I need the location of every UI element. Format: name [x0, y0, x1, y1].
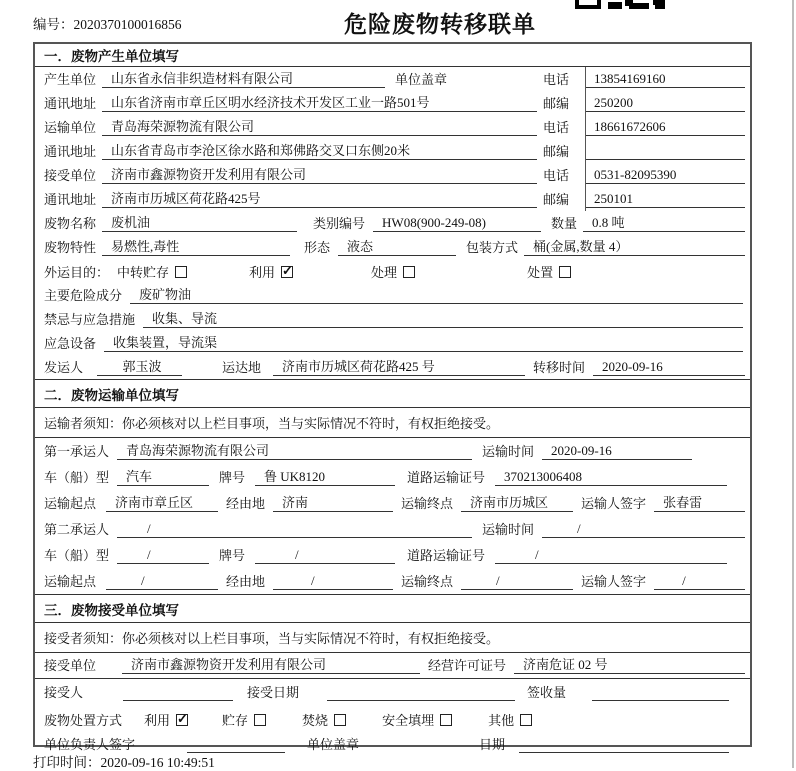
receiver-name-value: 济南市鑫源物资开发利用有限公司 [102, 164, 537, 184]
print-time-value: 2020-09-16 10:49:51 [100, 755, 215, 770]
field-label: 主要危险成分 [44, 288, 123, 303]
transport-time-2-value: / [542, 521, 745, 538]
receive-date-label: 接受日期 [247, 685, 300, 700]
quantity-label: 数量 [551, 216, 578, 231]
storage-checkbox [254, 714, 266, 726]
checkbox-label: 中转贮存 [117, 264, 170, 280]
page-title: 危险废物转移联单 [344, 12, 536, 37]
producer-zip-value: 250200 [585, 95, 745, 112]
section-3-header: 三．废物接受单位填写 [35, 594, 750, 623]
transporter-phone-value: 18661672606 [585, 119, 745, 136]
transport-time-label: 运输时间 [482, 522, 535, 537]
disposal-method-row [35, 706, 750, 732]
seal-date-value [519, 752, 729, 753]
shipper-name-value: 郭玉波 [97, 356, 182, 376]
license-label: 经营许可证号 [428, 658, 507, 673]
carrier-sign-value: 张春雷 [654, 492, 745, 512]
carrier-sign-label: 运输人签字 [581, 496, 647, 511]
form-state-value: 液态 [338, 236, 456, 256]
road-permit-label: 道路运输证号 [407, 548, 486, 563]
qr-code-fragment-icon [575, 0, 665, 9]
plate-label: 牌号 [219, 548, 246, 563]
route-end-value: 济南市历城区 [461, 492, 573, 512]
disposal-incinerate-option [302, 710, 346, 729]
receipt-qty-value [592, 700, 729, 701]
field-label: 通讯地址 [44, 96, 97, 111]
via-label: 经由地 [226, 496, 266, 511]
transporter-address-value: 山东省青岛市李沧区徐水路和郑佛路交叉口东侧20米 [102, 140, 537, 160]
carrier-sign-label: 运输人签字 [581, 574, 647, 589]
checkbox-label: 贮存 [222, 712, 249, 728]
second-carrier-row [35, 516, 750, 542]
receiver-address-value: 济南市历城区荷花路425号 [102, 188, 537, 208]
landfill-checkbox [440, 714, 452, 726]
waste-name-row [35, 211, 750, 235]
section-2-header: 二．废物运输单位填写 [35, 379, 750, 408]
phone-label: 电话 [543, 168, 570, 183]
contraindication-row [35, 307, 750, 331]
checkbox-label: 利用 [249, 264, 276, 280]
disposal-utilize-option [144, 710, 188, 729]
field-label: 废物特性 [44, 240, 97, 255]
purpose-treat-option [371, 262, 415, 281]
recipient-value [123, 700, 233, 701]
destination-label: 运达地 [222, 360, 262, 375]
route-row-2 [35, 568, 750, 594]
print-time-label: 打印时间： [33, 755, 101, 770]
section-1-header: 一．废物产生单位填写 [35, 44, 750, 67]
transfer-date-value: 2020-09-16 [593, 359, 745, 376]
field-label: 产生单位 [44, 72, 97, 87]
road-permit-label: 道路运输证号 [407, 470, 486, 485]
field-label: 运输起点 [44, 496, 97, 511]
phone-label: 电话 [543, 120, 570, 135]
form-state-label: 形态 [304, 240, 331, 255]
field-label: 车（船）型 [44, 470, 110, 485]
serial-value: 2020370100016856 [73, 17, 182, 32]
license-value: 济南危证 02 号 [514, 654, 745, 674]
waste-transfer-form [33, 42, 752, 752]
vehicle-row-1 [35, 464, 750, 490]
category-code-label: 类别编号 [313, 216, 366, 231]
incinerate-checkbox [334, 714, 346, 726]
first-carrier-row [35, 438, 750, 464]
plate-label: 牌号 [219, 470, 246, 485]
plate-value: 鲁 UK8120 [255, 466, 395, 486]
utilize-checkbox [176, 714, 188, 726]
transporter-name-value: 青岛海荣源物流有限公司 [102, 116, 537, 136]
vehicle-type-value: 汽车 [117, 466, 209, 486]
serial-label: 编号： [33, 17, 74, 32]
field-label: 接受单位 [44, 658, 97, 673]
route-origin-2-value: / [106, 573, 218, 590]
category-code-value: HW08(900-249-08) [373, 215, 541, 232]
zip-label: 邮编 [543, 96, 570, 111]
disposal-other-option [488, 710, 532, 729]
producer-phone-value: 13854169160 [585, 71, 745, 88]
receiving-unit-row [35, 653, 750, 679]
receipt-qty-label: 签收量 [527, 685, 567, 700]
producer-name-value: 山东省永信非织造材料有限公司 [102, 68, 385, 88]
emergency-equipment-row [35, 331, 750, 355]
route-end-label: 运输终点 [401, 574, 454, 589]
zip-label: 邮编 [543, 192, 570, 207]
checkbox-label: 安全填埋 [382, 712, 435, 728]
utilize-checkbox [281, 266, 293, 278]
receiver-address-row [35, 187, 750, 211]
field-label: 第一承运人 [44, 444, 110, 459]
field-label: 单位负责人签字 [44, 737, 136, 752]
storage-checkbox [175, 266, 187, 278]
route-origin-value: 济南市章丘区 [106, 492, 218, 512]
second-carrier-value: / [117, 521, 472, 538]
waste-traits-row [35, 235, 750, 259]
zip-label: 邮编 [543, 144, 570, 159]
first-carrier-value: 青岛海荣源物流有限公司 [117, 440, 472, 460]
disposal-storage-option [222, 710, 266, 729]
field-label: 外运目的： [44, 264, 110, 280]
field-label: 第二承运人 [44, 522, 110, 537]
packaging-label: 包装方式 [466, 240, 519, 255]
date-label: 日期 [479, 737, 506, 752]
producer-row [35, 67, 750, 91]
transfer-date-label: 转移时间 [533, 360, 586, 375]
field-label: 接受单位 [44, 168, 97, 183]
carrier-sign-2-value: / [654, 573, 745, 590]
recipient-row [35, 679, 750, 706]
waste-traits-value: 易燃性,毒性 [102, 236, 290, 256]
purpose-storage-option [117, 262, 187, 281]
via-2-value: / [273, 573, 393, 590]
dispose-checkbox [559, 266, 571, 278]
field-label: 通讯地址 [44, 192, 97, 207]
receiver-notice: 接受者须知：你必须核对以上栏目事项，当与实际情况不符时，有权拒绝接受。 [35, 623, 750, 653]
disposal-landfill-option [382, 710, 452, 729]
checkbox-label: 处置 [527, 264, 554, 280]
producer-address-value: 山东省济南市章丘区明水经济技术开发区工业一路501号 [102, 92, 537, 112]
vehicle-row-2 [35, 542, 750, 568]
plate-2-value: / [255, 547, 395, 564]
destination-value: 济南市历城区荷花路425 号 [273, 356, 525, 376]
transport-time-value: 2020-09-16 [542, 443, 692, 460]
field-label: 发运人 [44, 360, 84, 375]
checkbox-label: 处理 [371, 264, 398, 280]
transfer-purpose-row [35, 259, 750, 283]
via-value: 济南 [273, 492, 393, 512]
field-label: 运输单位 [44, 120, 97, 135]
window-right-edge [792, 0, 794, 768]
producer-address-row [35, 91, 750, 115]
other-checkbox [520, 714, 532, 726]
shipper-row [35, 355, 750, 379]
field-label: 运输起点 [44, 574, 97, 589]
print-time [33, 751, 215, 771]
road-permit-value: 370213006408 [495, 469, 727, 486]
checkbox-label: 利用 [144, 712, 171, 728]
packaging-value: 桶(金属,数量 4） [524, 236, 745, 256]
field-label: 应急设备 [44, 336, 97, 351]
quantity-value: 0.8 吨 [583, 212, 745, 232]
field-label: 禁忌与应急措施 [44, 312, 136, 327]
phone-label: 电话 [543, 72, 570, 87]
route-end-label: 运输终点 [401, 496, 454, 511]
field-label: 通讯地址 [44, 144, 97, 159]
receiver-row [35, 163, 750, 187]
emergency-equipment-value: 收集装置，导流渠 [104, 332, 743, 352]
route-row-1 [35, 490, 750, 516]
serial-number [33, 13, 182, 33]
road-permit-2-value: / [495, 547, 727, 564]
waste-name-value: 废机油 [102, 212, 297, 232]
contraindication-value: 收集、导流 [143, 308, 743, 328]
transporter-notice: 运输者须知：你必须核对以上栏目事项，当与实际情况不符时，有权拒绝接受。 [35, 408, 750, 438]
purpose-dispose-option [527, 262, 571, 281]
field-label: 废物名称 [44, 216, 97, 231]
route-end-2-value: / [461, 573, 573, 590]
transporter-row [35, 115, 750, 139]
transport-time-label: 运输时间 [482, 444, 535, 459]
transporter-zip-value [585, 159, 745, 160]
field-label: 车（船）型 [44, 548, 110, 563]
via-label: 经由地 [226, 574, 266, 589]
unit-seal-label: 单位盖章 [307, 737, 360, 752]
treat-checkbox [403, 266, 415, 278]
field-label: 接受人 [44, 685, 84, 700]
field-label: 废物处置方式 [44, 712, 123, 728]
transporter-address-row [35, 139, 750, 163]
hazard-components-value: 废矿物油 [130, 284, 743, 304]
receiver-zip-value: 250101 [585, 191, 745, 208]
receive-date-value [327, 700, 515, 701]
receiving-unit-value: 济南市鑫源物资开发利用有限公司 [122, 654, 420, 674]
column-separator [585, 67, 586, 211]
checkbox-label: 焚烧 [302, 712, 329, 728]
vehicle-type-2-value: / [117, 547, 209, 564]
hazard-components-row [35, 283, 750, 307]
receiver-phone-value: 0531-82095390 [585, 167, 745, 184]
checkbox-label: 其他 [488, 712, 515, 728]
purpose-utilize-option [249, 262, 293, 281]
company-seal-label: 单位盖章 [395, 72, 448, 87]
